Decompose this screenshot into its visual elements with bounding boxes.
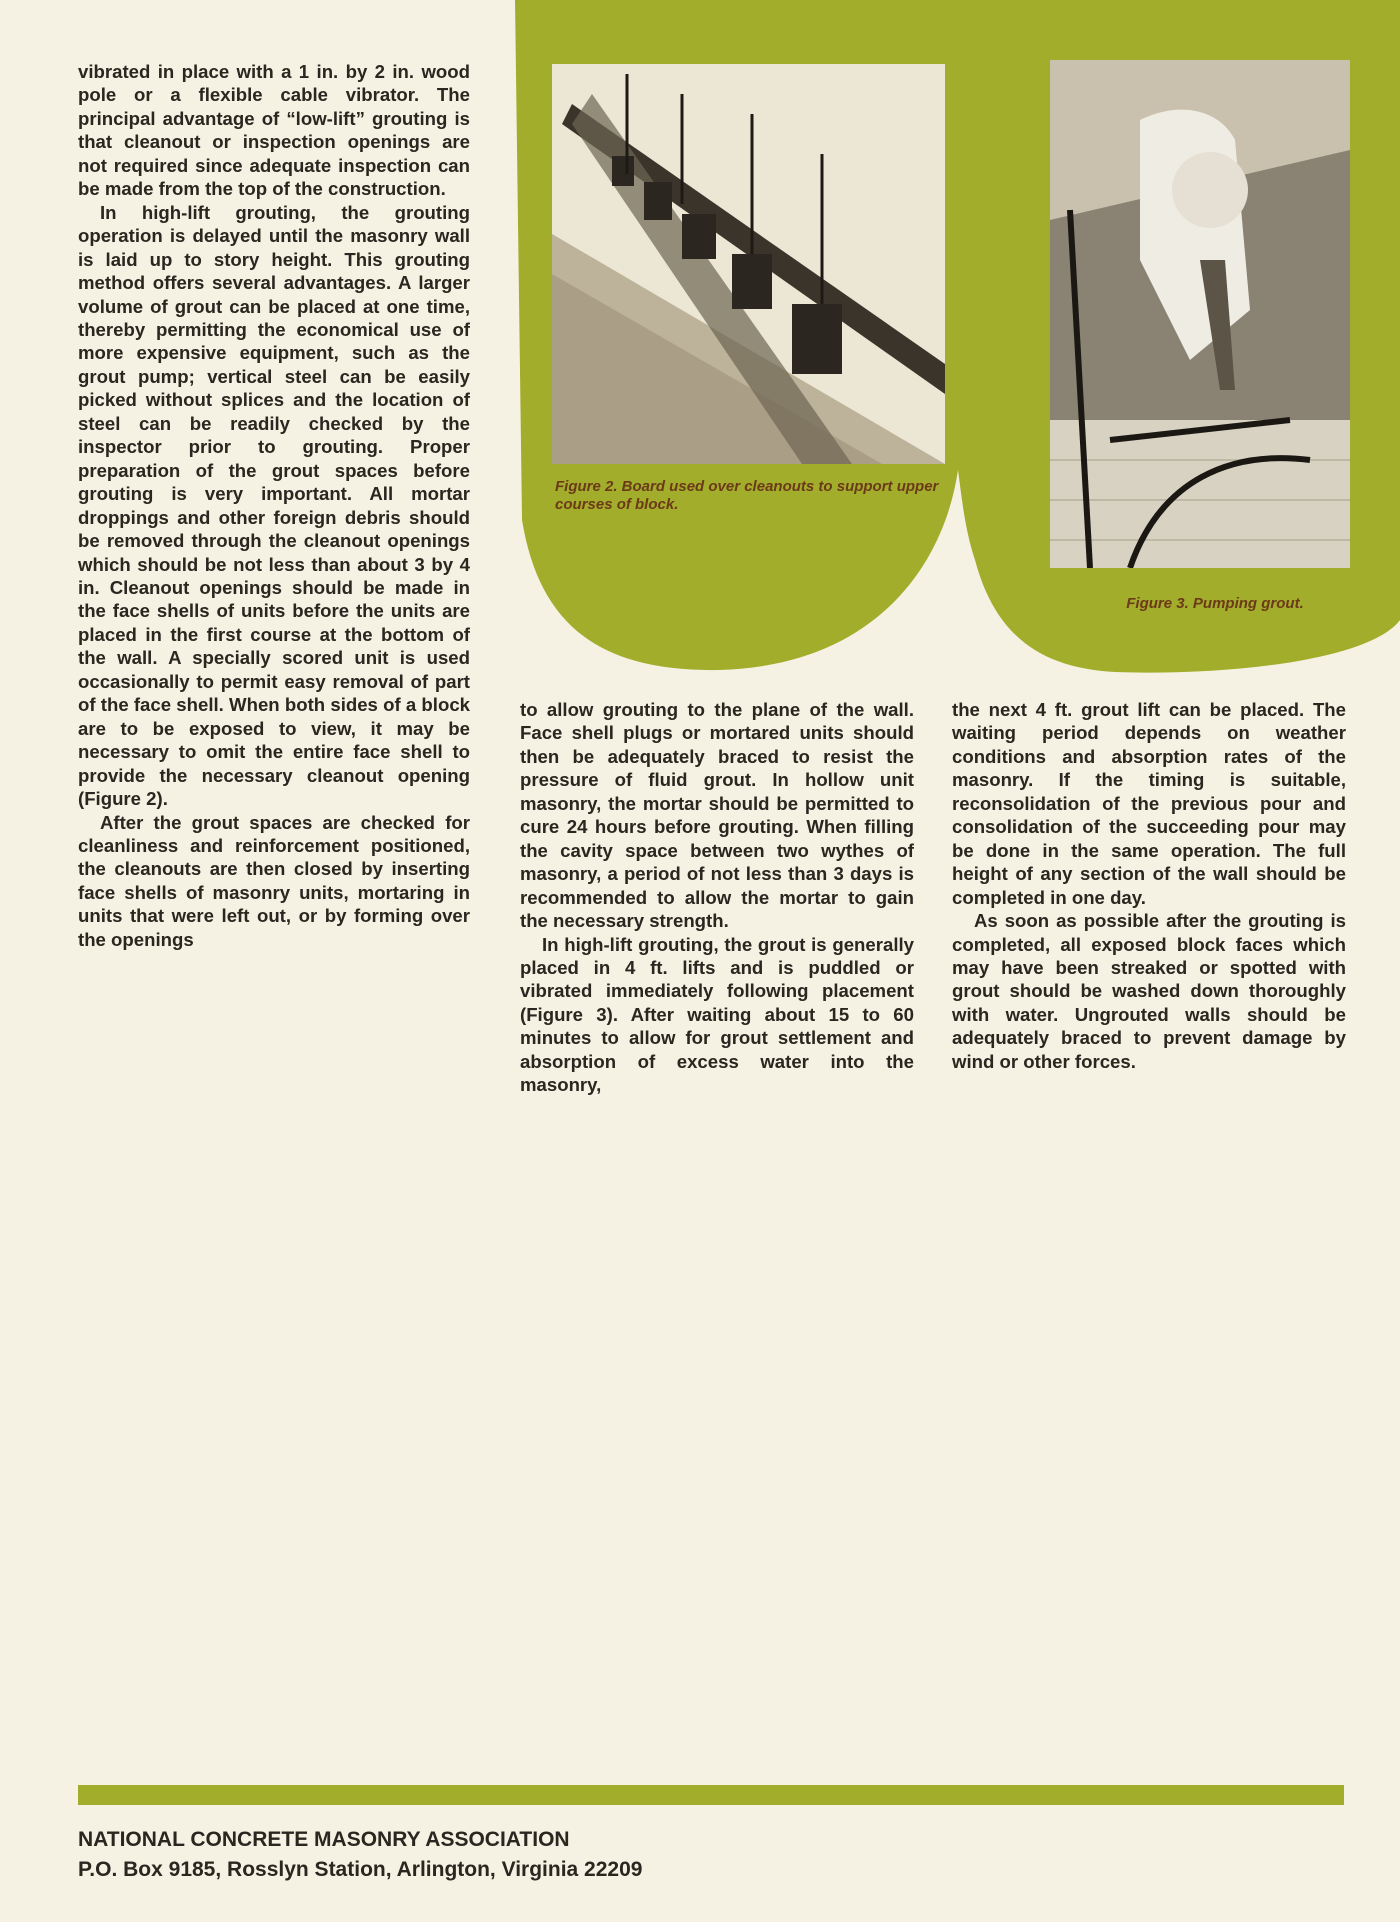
paragraph: to allow grouting to the plane of the wall. Face shell plugs or mortared units should then be adequately braced to resist the pressure of fluid grout. In hollow unit masonry, the mortar should be permitted to cure 24 hours before grouting. When filling the cavity space between two wythes of masonry, a period of not less than 3 days is recommended to allow the mortar to gain the necessary strength.	[520, 699, 914, 932]
paragraph: vibrated in place with a 1 in. by 2 in. wood pole or a flexible cable vibrator. The principal advantage of “low-lift” grouting is that cleanout or inspection openings are not required since adequate inspection can be made from the top of the construction.	[78, 61, 470, 200]
paragraph: the next 4 ft. grout lift can be placed. The waiting period depends on weather conditions and absorption rates of the masonry. If the timing is suitable, reconsolidation of the previous pour and consolidation of the succeeding pour may be done in the same operation. The full height of any section of the wall should be completed in one day.	[952, 699, 1346, 908]
figure-2-photo	[552, 64, 945, 464]
text-column-right	[952, 698, 1346, 1073]
paragraph: In high-lift grouting, the grout is generally placed in 4 ft. lifts and is puddled or vibrated immediately following placement (Figure 3). After waiting about 15 to 60 minutes to allow for grout settlement and absorption of excess water into the masonry,	[520, 933, 914, 1096]
figure-3-caption: Figure 3. Pumping grout.	[1126, 595, 1304, 612]
text-column-left	[78, 60, 470, 951]
text-column-middle	[520, 698, 914, 1097]
figure-3-photo	[1050, 60, 1350, 568]
paragraph: As soon as possible after the grouting is completed, all exposed block faces which may have been streaked or spotted with grout should be washed down thoroughly with water. Ungrouted walls should be adequately braced to prevent damage by wind or other forces.	[952, 910, 1346, 1072]
footer-organization: NATIONAL CONCRETE MASONRY ASSOCIATION	[78, 1828, 570, 1851]
footer-rule	[78, 1785, 1344, 1805]
footer-address: P.O. Box 9185, Rosslyn Station, Arlington, Virginia 22209	[78, 1858, 643, 1881]
figure-2-caption: Figure 2. Board used over cleanouts to support upper courses of block.	[555, 478, 939, 513]
paragraph: After the grout spaces are checked for cleanliness and reinforcement positioned, the cleanouts are then closed by inserting face shells of masonry units, mortaring in units that were left out, or by forming over the openings	[78, 811, 470, 950]
paragraph: In high-lift grouting, the grouting operation is delayed until the masonry wall is laid up to story height. This grouting method offers several advantages. A larger volume of grout can be placed at one time, thereby permitting the economical use of more expensive equipment, such as the grout pump; vertical steel can be easily picked without splices and the location of steel can be readily checked by the inspector prior to grouting. Proper preparation of the grout spaces before grouting is very important. All mortar droppings and other foreign debris should be removed through the cleanout openings which should be not less than about 3 by 4 in. Cleanout openings should be made in the face shells of units before the units are placed in the first course at the bottom of the wall. A specially scored unit is used occasionally to permit easy removal of part of the face shell. When both sides of a block are to be exposed to view, it may be necessary to omit the entire face shell to provide the necessary cleanout opening (Figure 2).	[78, 201, 470, 810]
